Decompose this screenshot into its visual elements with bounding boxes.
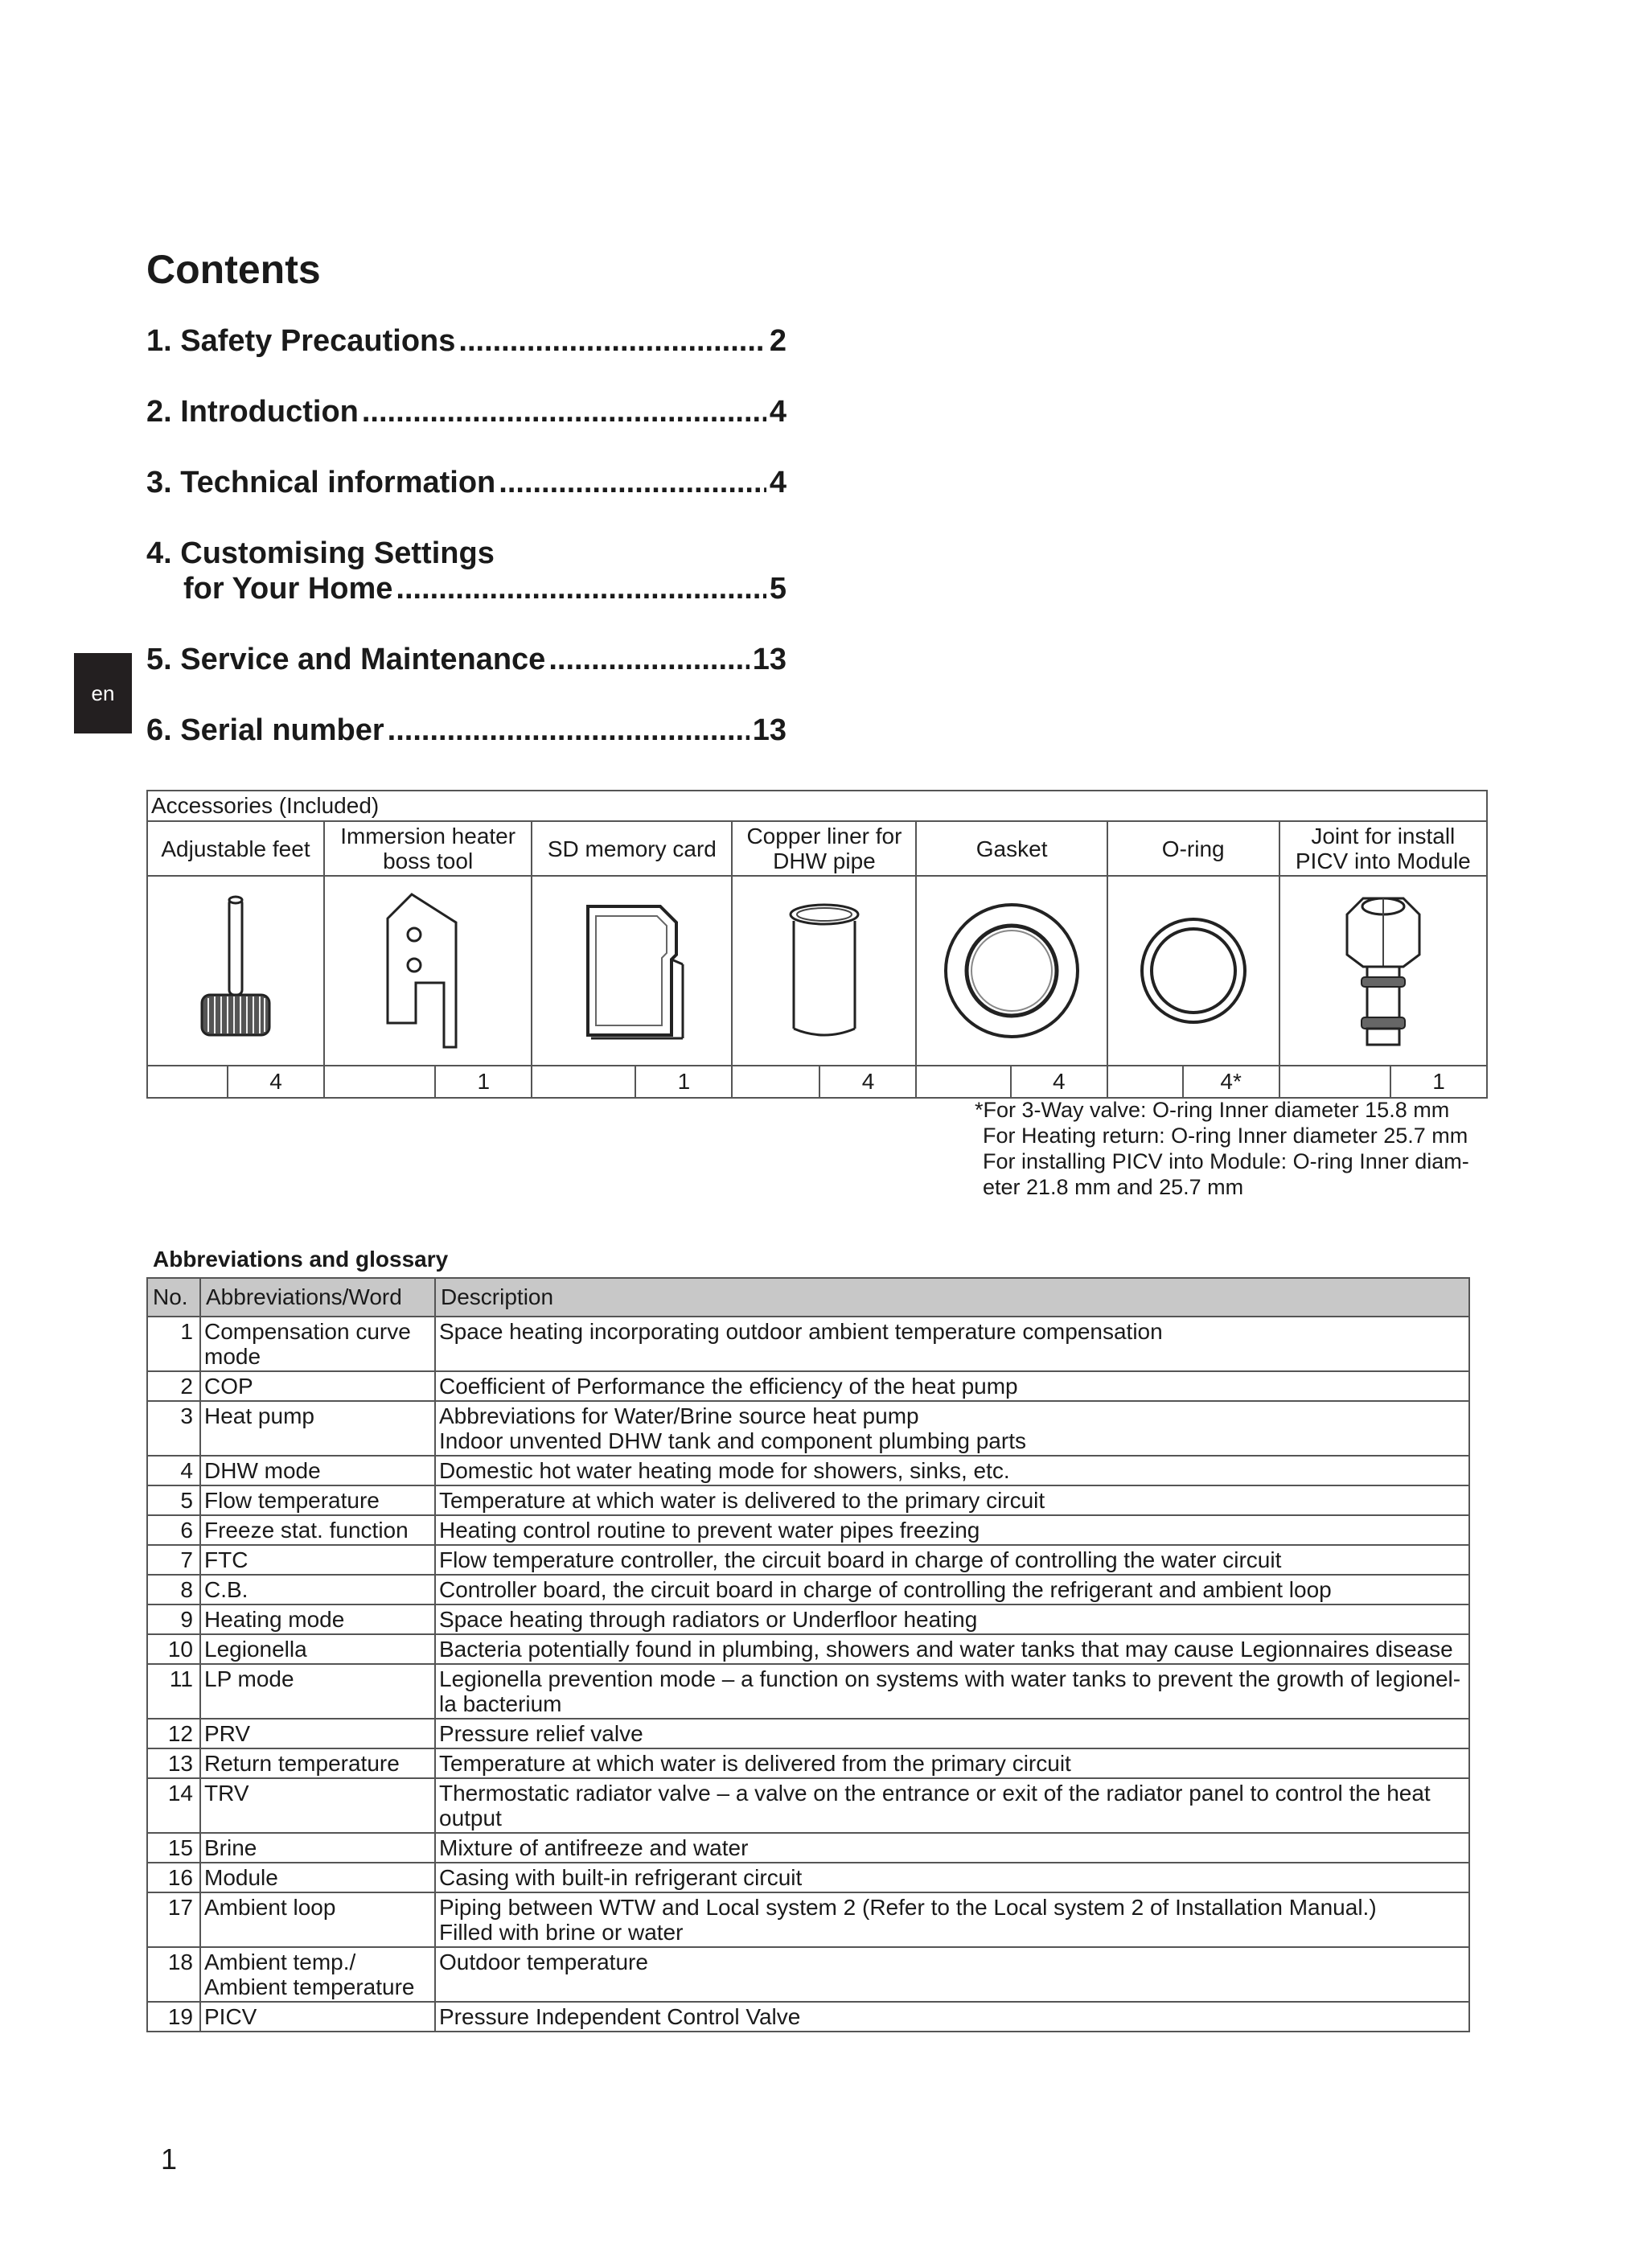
description-line: Pressure Independent Control Valve — [439, 2004, 801, 2029]
accessory-header: Joint for install PICV into Module — [1279, 821, 1487, 876]
abbreviation-cell — [200, 1778, 435, 1833]
description-line: Flow temperature controller, the circuit board in charge of controlling the water circuit — [439, 1547, 1282, 1572]
description-line: Domestic hot water heating mode for showers, sinks, etc. — [439, 1458, 1010, 1483]
abbreviation-line: Return temperature — [204, 1751, 400, 1776]
toc-dots — [362, 394, 766, 429]
row-number: 18 — [147, 1947, 200, 2002]
toc-label: 5. Service and Maintenance — [146, 643, 546, 676]
table-row — [147, 1719, 1469, 1748]
accessory-qty: 1 — [1279, 1066, 1487, 1098]
table-row — [147, 1833, 1469, 1863]
table-row — [147, 1485, 1469, 1515]
description-line: Pressure relief valve — [439, 1721, 643, 1746]
accessories-table — [146, 790, 1488, 1099]
description-cell — [435, 1604, 1469, 1634]
table-row — [147, 1634, 1469, 1664]
toc-page: 2 — [769, 324, 787, 358]
copper-liner-icon — [776, 890, 873, 1051]
footnote-line: For installing PICV into Module: O-ring Inner diam- — [983, 1149, 1469, 1173]
toc-label: 1. Safety Precautions — [146, 324, 456, 358]
toc-entry-serial[interactable] — [146, 713, 787, 748]
abbreviation-line: COP — [204, 1374, 253, 1399]
footnote-line: eter 21.8 mm and 25.7 mm — [983, 1175, 1244, 1199]
abbreviation-line: Module — [204, 1865, 278, 1890]
description-cell — [435, 1317, 1469, 1371]
description-line: Temperature at which water is delivered from the primary circuit — [439, 1751, 1071, 1776]
glossary-body — [147, 1317, 1469, 2032]
adjustable-feet-image — [147, 876, 324, 1066]
description-cell — [435, 1634, 1469, 1664]
table-of-contents — [146, 323, 787, 783]
table-row — [147, 2002, 1469, 2032]
toc-entry-introduction[interactable] — [146, 394, 787, 429]
abbreviation-line: Brine — [204, 1835, 257, 1860]
row-number: 9 — [147, 1604, 200, 1634]
o-ring-footnote — [975, 1097, 1497, 1200]
copper-liner-image — [732, 876, 916, 1066]
abbreviation-cell — [200, 1833, 435, 1863]
abbreviation-line: Heating mode — [204, 1607, 345, 1632]
toc-dots — [388, 713, 750, 748]
language-tab: en — [74, 653, 132, 733]
abbreviation-cell — [200, 1892, 435, 1947]
abbreviation-cell — [200, 1371, 435, 1401]
description-line: Piping between WTW and Local system 2 (Refer to the Local system 2 of Installation Manual.) — [439, 1895, 1377, 1920]
description-line: Abbreviations for Water/Brine source heat pump — [439, 1403, 919, 1428]
accessory-qty: 1 — [324, 1066, 532, 1098]
abbreviation-cell — [200, 1515, 435, 1545]
description-line: Space heating incorporating outdoor ambient temperature compensation — [439, 1319, 1163, 1344]
description-cell — [435, 1664, 1469, 1719]
table-row — [147, 1401, 1469, 1456]
row-number: 13 — [147, 1748, 200, 1778]
sd-card-icon — [572, 890, 692, 1051]
abbreviation-line: Freeze stat. function — [204, 1518, 409, 1543]
abbreviation-cell — [200, 1604, 435, 1634]
toc-page: 5 — [769, 572, 787, 606]
row-number: 15 — [147, 1833, 200, 1863]
row-number: 4 — [147, 1456, 200, 1485]
description-cell — [435, 1401, 1469, 1456]
accessory-header: Copper liner for DHW pipe — [732, 821, 916, 876]
table-row — [147, 1515, 1469, 1545]
abbreviation-line: Ambient temperature — [204, 1974, 415, 1999]
row-number: 7 — [147, 1545, 200, 1575]
o-ring-icon — [1121, 898, 1266, 1043]
description-line: Space heating through radiators or Underfloor heating — [439, 1607, 978, 1632]
abbreviation-cell — [200, 1317, 435, 1371]
table-row — [147, 1947, 1469, 2002]
description-line: Temperature at which water is delivered to the primary circuit — [439, 1488, 1045, 1513]
abbreviation-cell — [200, 1456, 435, 1485]
accessory-qty: 4 — [732, 1066, 916, 1098]
boss-tool-image — [324, 876, 532, 1066]
description-line: Bacteria potentially found in plumbing, showers and water tanks that may cause Legionnaires disease — [439, 1637, 1453, 1662]
gasket-image — [916, 876, 1107, 1066]
contents-title: Contents — [146, 247, 321, 292]
toc-dots — [458, 323, 766, 359]
description-line: Controller board, the circuit board in charge of controlling the refrigerant and ambient loop — [439, 1577, 1332, 1602]
abbreviation-line: C.B. — [204, 1577, 248, 1602]
abbreviation-cell — [200, 1664, 435, 1719]
joint-icon — [1323, 882, 1444, 1059]
toc-page: 4 — [769, 466, 787, 499]
abbreviation-line: LP mode — [204, 1666, 294, 1691]
description-line: Filled with brine or water — [439, 1920, 684, 1945]
accessory-header: SD memory card — [532, 821, 732, 876]
abbreviation-cell — [200, 1485, 435, 1515]
toc-label-line2: for Your Home — [183, 572, 393, 606]
table-row — [147, 1748, 1469, 1778]
abbreviation-line: FTC — [204, 1547, 248, 1572]
boss-tool-icon — [368, 886, 488, 1055]
abbreviation-line: Ambient loop — [204, 1895, 336, 1920]
accessory-header: Gasket — [916, 821, 1107, 876]
toc-label: 6. Serial number — [146, 713, 384, 747]
table-row — [147, 1371, 1469, 1401]
abbreviation-cell — [200, 1863, 435, 1892]
toc-dots — [499, 465, 766, 500]
adjustable-feet-icon — [187, 890, 284, 1051]
abbreviation-line: DHW mode — [204, 1458, 321, 1483]
table-row — [147, 1456, 1469, 1485]
abbreviation-line: Ambient temp./ — [204, 1950, 356, 1974]
abbreviation-cell — [200, 1719, 435, 1748]
abbreviation-line: PRV — [204, 1721, 251, 1746]
accessory-qty: 4 — [147, 1066, 324, 1098]
description-cell — [435, 1863, 1469, 1892]
abbreviation-line: Heat pump — [204, 1403, 314, 1428]
abbreviation-cell — [200, 1575, 435, 1604]
row-number: 1 — [147, 1317, 200, 1371]
row-number: 12 — [147, 1719, 200, 1748]
accessory-header: Immersion heater boss tool — [324, 821, 532, 876]
toc-label: 2. Introduction — [146, 395, 359, 429]
gasket-icon — [931, 890, 1092, 1051]
joint-image — [1279, 876, 1487, 1066]
description-line: Casing with built-in refrigerant circuit — [439, 1865, 803, 1890]
row-number: 16 — [147, 1863, 200, 1892]
row-number: 3 — [147, 1401, 200, 1456]
table-row — [147, 1545, 1469, 1575]
abbreviation-cell — [200, 1947, 435, 2002]
toc-label: 3. Technical information — [146, 466, 496, 499]
row-number: 5 — [147, 1485, 200, 1515]
accessory-qty: 4 — [916, 1066, 1107, 1098]
description-cell — [435, 1719, 1469, 1748]
o-ring-image — [1107, 876, 1279, 1066]
accessory-qty: 1 — [532, 1066, 732, 1098]
description-line: Outdoor temperature — [439, 1950, 648, 1974]
description-line: output — [439, 1806, 502, 1830]
toc-entry-technical[interactable] — [146, 465, 787, 500]
toc-page: 13 — [752, 643, 787, 676]
description-cell — [435, 2002, 1469, 2032]
table-row — [147, 1892, 1469, 1947]
description-cell — [435, 1748, 1469, 1778]
description-cell — [435, 1371, 1469, 1401]
description-cell — [435, 1778, 1469, 1833]
abbreviation-cell — [200, 1634, 435, 1664]
description-line: Legionella prevention mode – a function on systems with water tanks to prevent the growth of legionel- — [439, 1666, 1461, 1691]
table-row — [147, 1863, 1469, 1892]
description-cell — [435, 1575, 1469, 1604]
row-number: 10 — [147, 1634, 200, 1664]
row-number: 19 — [147, 2002, 200, 2032]
toc-page: 4 — [769, 395, 787, 429]
description-cell — [435, 1545, 1469, 1575]
abbreviation-cell — [200, 2002, 435, 2032]
sd-card-image — [532, 876, 732, 1066]
description-cell — [435, 1892, 1469, 1947]
row-number: 17 — [147, 1892, 200, 1947]
description-cell — [435, 1485, 1469, 1515]
column-header-no: No. — [147, 1278, 200, 1317]
abbreviation-line: TRV — [204, 1781, 249, 1806]
description-line: Heating control routine to prevent water pipes freezing — [439, 1518, 980, 1543]
abbreviation-line: Flow temperature — [204, 1488, 380, 1513]
page-number: 1 — [161, 2143, 178, 2176]
glossary-table — [146, 1277, 1470, 2032]
toc-entry-safety[interactable] — [146, 323, 787, 359]
table-row — [147, 1575, 1469, 1604]
footnote-line: For Heating return: O-ring Inner diameter 25.7 mm — [983, 1124, 1468, 1148]
abbreviation-cell — [200, 1401, 435, 1456]
table-row — [147, 1317, 1469, 1371]
footnote-line: *For 3-Way valve: O-ring Inner diameter 15.8 mm — [975, 1098, 1450, 1122]
abbreviation-cell — [200, 1748, 435, 1778]
description-cell — [435, 1515, 1469, 1545]
row-number: 11 — [147, 1664, 200, 1719]
description-line: Coefficient of Performance the efficiency of the heat pump — [439, 1374, 1018, 1399]
row-number: 6 — [147, 1515, 200, 1545]
abbreviation-line: Compensation curve — [204, 1319, 411, 1344]
toc-dots — [548, 642, 749, 677]
description-cell — [435, 1456, 1469, 1485]
accessory-header: O-ring — [1107, 821, 1279, 876]
toc-page: 13 — [752, 713, 787, 747]
description-cell — [435, 1833, 1469, 1863]
description-line: Mixture of antifreeze and water — [439, 1835, 749, 1860]
abbreviation-line: PICV — [204, 2004, 257, 2029]
table-row — [147, 1604, 1469, 1634]
toc-entry-service[interactable] — [146, 642, 787, 677]
abbreviation-line: mode — [204, 1344, 261, 1369]
description-cell — [435, 1947, 1469, 2002]
accessories-caption: Accessories (Included) — [147, 791, 1487, 821]
table-row — [147, 1778, 1469, 1833]
accessory-header: Adjustable feet — [147, 821, 324, 876]
toc-label-line1: 4. Customising Settings — [146, 536, 495, 570]
row-number: 2 — [147, 1371, 200, 1401]
glossary-title: Abbreviations and glossary — [153, 1247, 449, 1272]
column-header-description: Description — [435, 1278, 1469, 1317]
description-line: la bacterium — [439, 1691, 562, 1716]
description-line: Indoor unvented DHW tank and component plumbing parts — [439, 1428, 1026, 1453]
accessory-qty: 4* — [1107, 1066, 1279, 1098]
abbreviation-line: Legionella — [204, 1637, 307, 1662]
table-row — [147, 1664, 1469, 1719]
description-line: Thermostatic radiator valve – a valve on the entrance or exit of the radiator panel to control the heat — [439, 1781, 1431, 1806]
toc-entry-customising[interactable] — [146, 536, 787, 606]
toc-dots — [396, 571, 766, 606]
column-header-word: Abbreviations/Word — [200, 1278, 435, 1317]
row-number: 14 — [147, 1778, 200, 1833]
abbreviation-cell — [200, 1545, 435, 1575]
row-number: 8 — [147, 1575, 200, 1604]
